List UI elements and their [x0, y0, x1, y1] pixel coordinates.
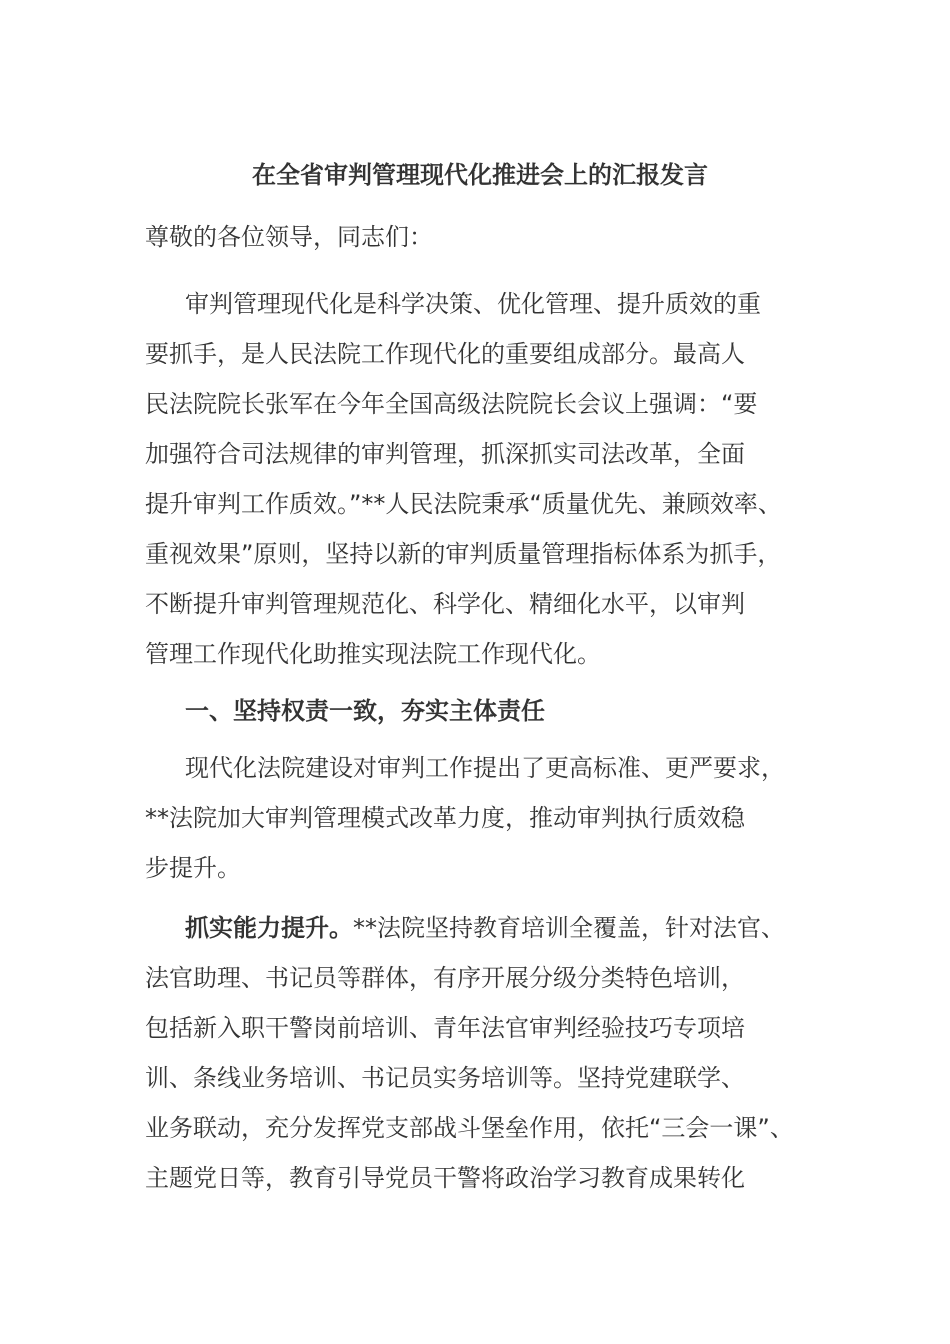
section-line: 现代化法院建设对审判工作提出了更高标准、更严要求， [185, 754, 785, 782]
item-line: 主题党日等，教育引导党员干警将政治学习教育成果转化 [145, 1164, 745, 1192]
intro-line: 管理工作现代化助推实现法院工作现代化。 [145, 640, 601, 668]
section-line: **法院加大审判管理模式改革力度，推动审判执行质效稳 [145, 804, 745, 832]
intro-line: 要抓手，是人民法院工作现代化的重要组成部分。最高人 [145, 340, 745, 368]
item-lead: 抓实能力提升。 [185, 914, 353, 942]
section-line: 步提升。 [145, 854, 241, 882]
item-line: 包括新入职干警岗前培训、青年法官审判经验技巧专项培 [145, 1014, 745, 1042]
item-line: 业务联动，充分发挥党支部战斗堡垒作用，依托“三会一课”、 [145, 1114, 794, 1142]
intro-paragraph [145, 279, 815, 679]
item-paragraph [145, 903, 815, 1203]
document-page [145, 155, 815, 1203]
item-text: **法院坚持教育培训全覆盖，针对法官、 [353, 914, 785, 942]
item-line: 法官助理、书记员等群体，有序开展分级分类特色培训， [145, 964, 745, 992]
intro-line: 加强符合司法规律的审判管理，抓深抓实司法改革，全面 [145, 440, 745, 468]
salutation: 尊敬的各位领导，同志们： [145, 223, 433, 251]
intro-line: 提升审判工作质效。”**人民法院秉承“质量优先、兼顾效率、 [145, 490, 782, 518]
document-title: 在全省审判管理现代化推进会上的汇报发言 [252, 161, 708, 189]
item-line: 训、条线业务培训、书记员实务培训等。坚持党建联学、 [145, 1064, 745, 1092]
item-line [145, 903, 815, 953]
intro-line: 民法院院长张军在今年全国高级法院院长会议上强调：“要 [145, 390, 758, 418]
section-paragraph [145, 743, 815, 893]
intro-line: 审判管理现代化是科学决策、优化管理、提升质效的重 [185, 290, 761, 318]
intro-line: 不断提升审判管理规范化、科学化、精细化水平，以审判 [145, 590, 745, 618]
section-heading: 一、坚持权责一致，夯实主体责任 [185, 697, 545, 725]
intro-line: 重视效果”原则，坚持以新的审判质量管理指标体系为抓手， [145, 540, 782, 568]
